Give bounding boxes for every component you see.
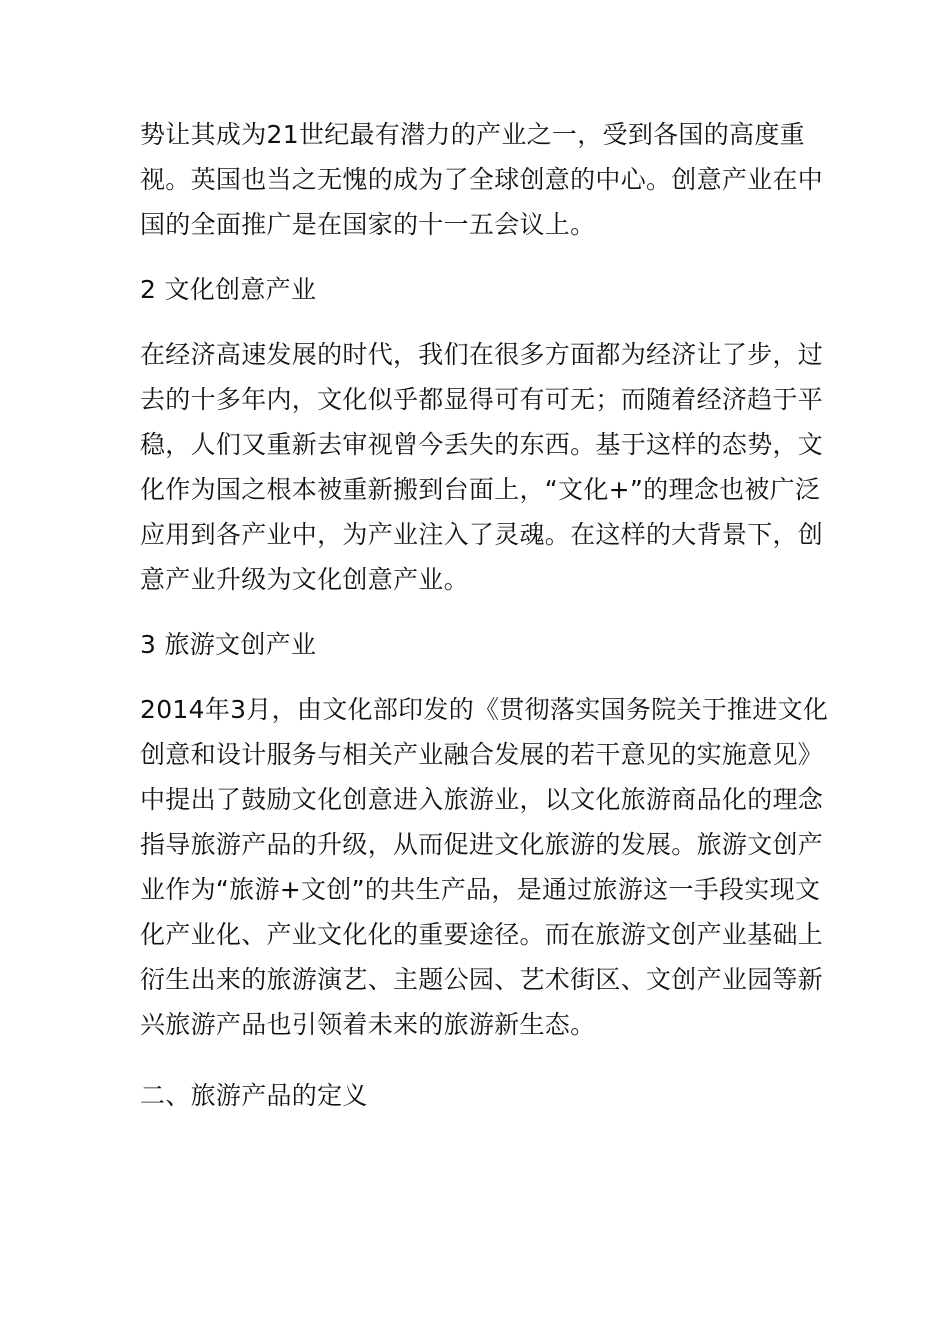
spacer (140, 312, 830, 332)
spacer (140, 667, 830, 687)
document-body (140, 112, 830, 1118)
paragraph-cultural-creative-industry: 在经济高速发展的时代，我们在很多方面都为经济让了步，过去的十多年内，文化似乎都显得可有可无；而随着经济趋于平稳，人们又重新去审视曾今丢失的东西。基于这样的态势，文化作为国之根本被重新搬到台面上，“文化+”的理念也被广泛应用到各产业中，为产业注入了灵魂。在这样的大背景下，创意产业升级为文化创意产业。 (140, 340, 824, 594)
spacer (140, 1047, 830, 1073)
paragraph-tourism-creative-industry: 2014年3月，由文化部印发的《贯彻落实国务院关于推进文化创意和设计服务与相关产业融合发展的若干意见的实施意见》中提出了鼓励文化创意进入旅游业，以文化旅游商品化的理念指导旅游产品的升级，从而促进文化旅游的发展。旅游文创产业作为“旅游+文创”的共生产品，是通过旅游这一手段实现文化产业化、产业文化化的重要途径。而在旅游文创产业基础上衍生出来的旅游演艺、主题公园、艺术街区、文创产业园等新兴旅游产品也引领着未来的旅游新生态。 (140, 695, 829, 1039)
spacer (140, 247, 830, 267)
spacer (140, 602, 830, 622)
paragraph-creative-industry-intro: 势让其成为21世纪最有潜力的产业之一，受到各国的高度重视。英国也当之无愧的成为了全球创意的中心。创意产业在中国的全面推广是在国家的十一五会议上。 (140, 120, 824, 239)
section-heading-tourism-product-definition: 二、旅游产品的定义 (140, 1081, 368, 1110)
heading-tourism-creative-industry: 3 旅游文创产业 (140, 630, 317, 659)
heading-cultural-creative-industry: 2 文化创意产业 (140, 275, 317, 304)
